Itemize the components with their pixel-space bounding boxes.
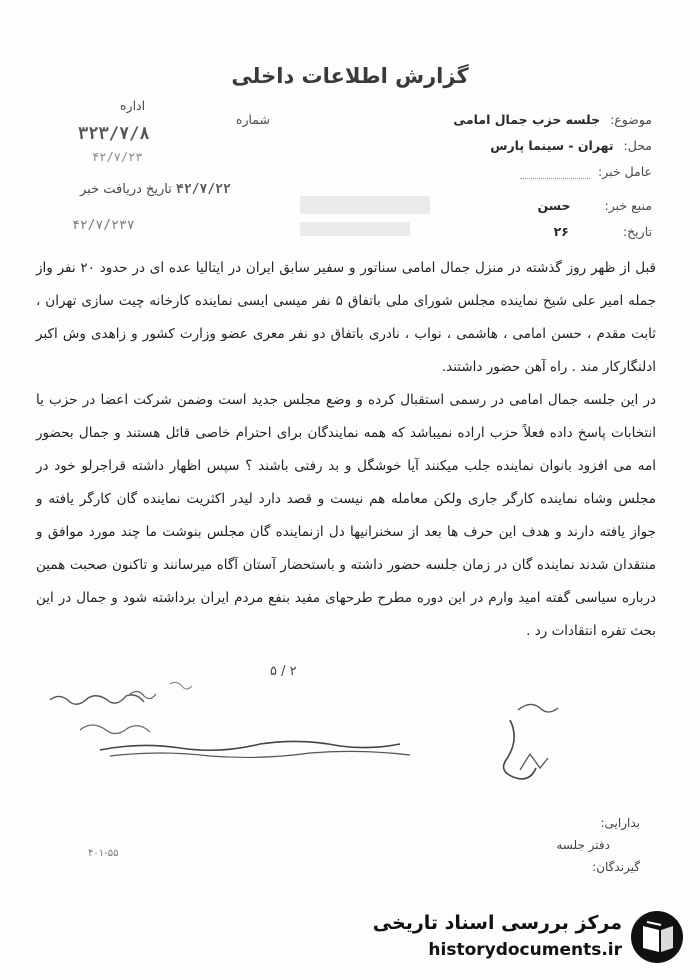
source-row [592,164,652,179]
distribution-list [556,812,640,878]
informant-value: حسن [537,198,571,213]
archive-logo [372,908,686,966]
informant-label: منبع خبر: [604,198,652,213]
location-row [490,138,652,153]
handwritten-signatures [40,680,600,790]
office-row [120,98,145,113]
office-label: اداره [120,98,146,113]
footer-label-2: دفتر جلسه [556,838,610,852]
location-value: تهران - سینما پارس [490,138,614,153]
source-dotted-line [520,178,590,179]
date-report-label: تاریخ دریافت خبر [80,182,172,197]
redaction-block-2 [300,222,410,236]
subject-row [453,112,652,127]
location-label: محل: [623,138,652,153]
informant-row [538,198,652,213]
document-body [36,252,656,648]
date-line: ۲ / ۵ [270,664,297,679]
history-label: تاریخ: [622,224,652,239]
subject-label: موضوع: [610,112,652,127]
document-title: گزارش اطلاعات داخلی [231,64,469,88]
date-dispatch-row [72,218,135,233]
reference-number: ۴۰۱-۵۵ [88,848,119,859]
footer-label-1: بدارایی: [600,816,640,830]
history-row [554,224,652,239]
archive-logo-icon [628,908,686,966]
date-report-value: ۴۲/۷/۲۲ [176,182,231,197]
history-value: ۲۶ [553,224,569,239]
source-label: عامل خبر: [597,164,652,179]
subject-value: جلسه حزب جمال امامی [453,112,601,127]
body-paragraph-1: قبل از ظهر روز گذشته در منزل جمال امامی سناتور و سفیر سابق ایران در ایتالیا عده ای در حدود ۲۰ نفر واز جمله امیر علی شیخ نماینده مجلس شورای ملی باتفاق ۵ نفر میسی ایسی نماینده کارخانه چیت سازی تهران ، ثابت مقدم ، حسن امامی ، هاشمی ، نواب ، نادری باتفاق دو نفر معری عضو وزارت کشور و زاهدی وش اکبر ادلنگارکار مند . راه آهن حضور داشتند. [36,260,656,375]
date-report-row [70,182,231,197]
registration-value: ۴۲/۷/۲۳ [92,150,143,164]
redaction-block [300,196,430,214]
logo-title: مرکز بررسی اسناد تاریخی [372,912,622,934]
number-label: شماره [235,112,270,127]
body-paragraph-2: در این جلسه جمال امامی در رسمی استقبال کرده و وضع مجلس جدید است وضمن شرکت اعضا در حزب یا انتخابات پاسخ داده فعلاً حزب اراده نمیباشد که همه نمایندگان برای احترام خاصی قائل هستند و جمال بحضور امه می افزود بانوان نماینده جلب میکنند آیا خوشگل و بد رفتی باشند ؟ سپس اظهار داشته قراجرلو خود در مجلس وشاه نماینده کارگر جاری ولکن معامله هم نیست و قصد دارد لیدر اکثریت نماینده گان کارگر یافته و جواز یافته دارند و هدف این حرف ها بعد از سخنرانیها دل ازنماینده گان مجلس بنوشت ما چند مورد موافق و منتقدان شدند نماینده گان در زمان جلسه حضور داشته و باستحضار آستان آگاه میرسانند و تاکنون صحبت همین درباره سیاسی گفته امید وارم در این دوره مطرح طرحهای مفید بنفع مردم ایران برداشته شود و جمال در این بحث تفره انتقادات رد . [36,392,656,639]
date-dispatch-value: ۴۲/۷/۲۳۷ [72,218,135,233]
number-value: ۳۲۳/۷/۸ [78,124,150,144]
logo-url[interactable]: historydocuments.ir [428,940,622,960]
footer-label-3: گیرندگان: [592,860,640,874]
